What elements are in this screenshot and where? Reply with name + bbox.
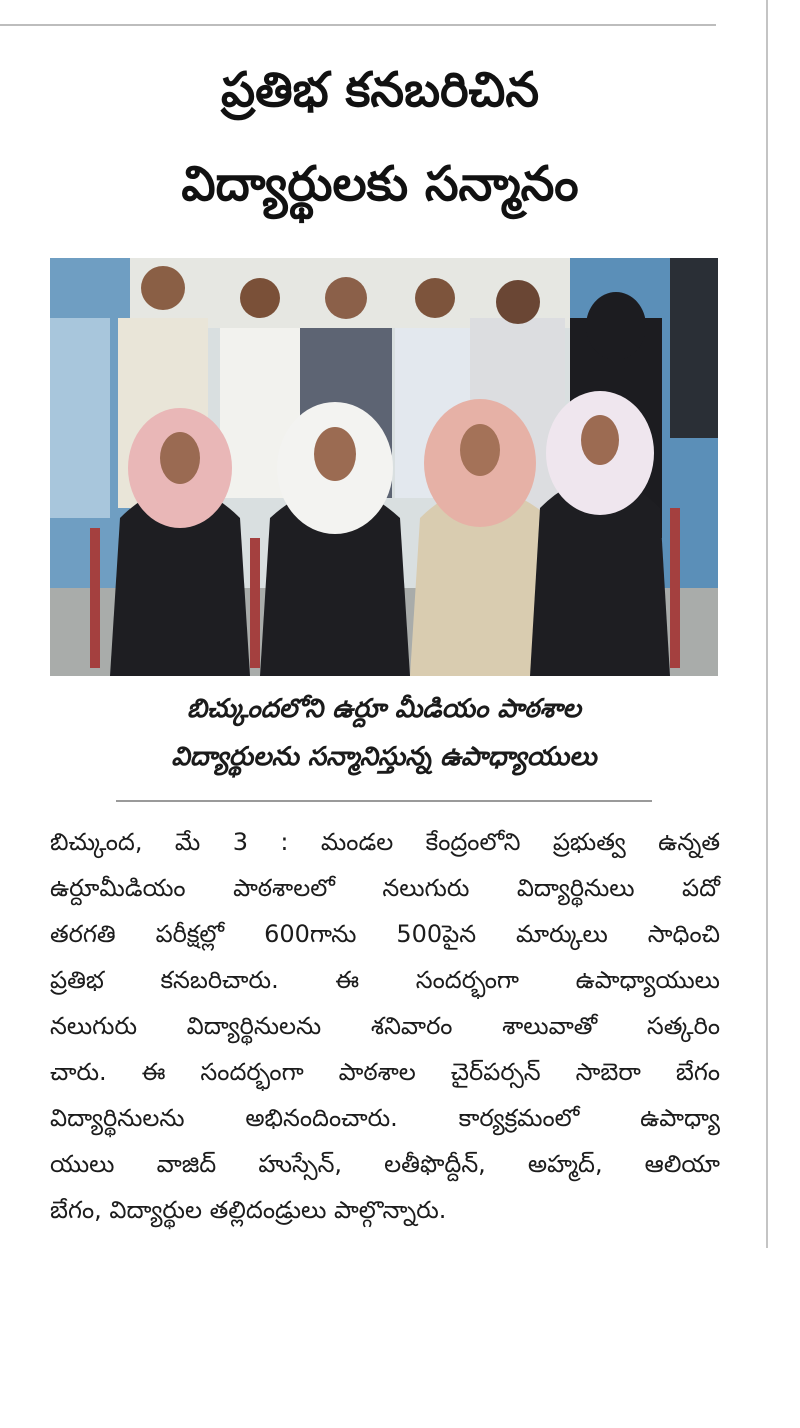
headline-line-1: ప్రతిభ కనబరిచిన	[220, 62, 540, 118]
news-photo	[50, 258, 718, 676]
body-line-4: ప్రతిభ కనబరిచారు. ఈ సందర్భంగా ఉపాధ్యాయులు	[50, 966, 720, 994]
body-line-5: నలుగురు విద్యార్థినులను శనివారం శాలువాతో సత్కరిం	[50, 1012, 720, 1040]
column-divider	[766, 0, 768, 1248]
headline-line-2: విద్యార్థులకు సన్మానం	[181, 156, 579, 212]
top-divider	[0, 24, 716, 26]
body-line-9: బేగం, విద్యార్థుల తల్లిదండ్రులు పాల్గొన్నారు.	[50, 1196, 447, 1224]
body-line-3: తరగతి పరీక్షల్లో 600గాను 500పైన మార్కులు సాధించి	[50, 920, 720, 948]
body-line-2: ఉర్దూమీడియం పాఠశాలలో నలుగురు విద్యార్థినులు పదో	[50, 874, 720, 902]
body-line-6: చారు. ఈ సందర్భంగా పాఠశాల చైర్‌పర్సన్ సాబెరా బేగం	[50, 1058, 720, 1086]
body-line-1: బిచ్కుంద, మే 3 : మండల కేంద్రంలోని ప్రభుత్వ ఉన్నత	[50, 828, 720, 856]
photo-caption-line-1: బిచ్కుందలోని ఉర్దూ మీడియం పాఠశాల	[187, 694, 581, 724]
body-line-8: యులు వాజిద్ హుస్సేన్, లతీఫొద్దీన్, అహ్మద్, ఆలియా	[50, 1150, 720, 1178]
body-line-7: విద్యార్థినులను అభినందించారు. కార్యక్రమంలో ఉపాధ్యా	[50, 1104, 720, 1132]
group-photo-icon	[50, 258, 718, 676]
photo-caption-line-2: విద్యార్థులను సన్మానిస్తున్న ఉపాధ్యాయులు	[171, 742, 597, 772]
caption-divider	[116, 800, 652, 802]
